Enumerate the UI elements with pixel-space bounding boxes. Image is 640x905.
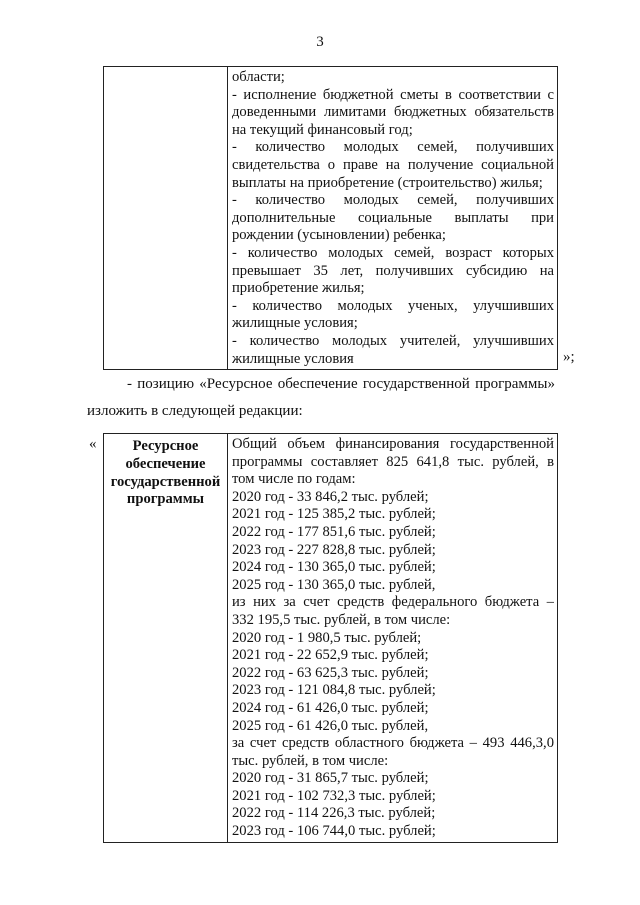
- text-line: жилищные условия: [232, 350, 354, 367]
- funding-content-cell: [228, 434, 558, 843]
- text-line: дополнительные социальные выплаты при: [232, 209, 554, 226]
- text-line: рождении (усыновлении) ребенка;: [232, 227, 446, 244]
- text-line: 2020 год - 33 846,2 тыс. рублей;: [232, 488, 429, 505]
- text-line: 2020 год - 31 865,7 тыс. рублей;: [232, 770, 429, 787]
- paragraph-edition: изложить в следующей редакции:: [87, 403, 303, 419]
- text-line: 2023 год - 227 828,8 тыс. рублей;: [232, 541, 436, 558]
- text-line: 2023 год - 121 084,8 тыс. рублей;: [232, 682, 436, 699]
- text-line: 2025 год - 61 426,0 тыс. рублей,: [232, 717, 429, 734]
- text-line: за счет средств областного бюджета – 493 446,3,0: [232, 735, 554, 752]
- text-line: 2021 год - 22 652,9 тыс. рублей;: [232, 647, 429, 664]
- text-line: выплаты на приобретение (строительство) жилья;: [232, 174, 543, 191]
- text-line: 2022 год - 114 226,3 тыс. рублей;: [232, 805, 436, 822]
- text-line: 2022 год - 63 625,3 тыс. рублей;: [232, 664, 429, 681]
- text-line: - количество молодых ученых, улучшивших: [232, 297, 554, 314]
- text-line: приобретение жилья;: [232, 280, 365, 297]
- table-1-empty-cell: [104, 67, 228, 370]
- text-line: программы составляет 825 641,8 тыс. рублей, в: [232, 453, 554, 470]
- text-line: на текущий финансовый год;: [232, 121, 413, 138]
- text-line: 2022 год - 177 851,6 тыс. рублей;: [232, 523, 436, 540]
- param-name-line: Ресурсное: [132, 438, 199, 454]
- text-line: 2023 год - 106 744,0 тыс. рублей;: [232, 823, 436, 840]
- text-line: 2025 год - 130 365,0 тыс. рублей,: [232, 576, 436, 593]
- text-line: 2020 год - 1 980,5 тыс. рублей;: [232, 629, 422, 646]
- text-line: - количество молодых семей, получивших: [232, 192, 554, 209]
- program-indicators-table: [103, 66, 558, 370]
- text-line: - исполнение бюджетной сметы в соответствии с: [232, 86, 554, 103]
- param-name-line: обеспечение: [125, 455, 206, 472]
- param-name-line: государственной: [110, 473, 221, 490]
- resource-provision-table: [103, 433, 558, 843]
- text-line: 2021 год - 125 385,2 тыс. рублей;: [232, 506, 436, 523]
- text-line: - количество молодых семей, получивших: [232, 139, 554, 156]
- text-line: - количество молодых учителей, улучшивших: [232, 332, 554, 349]
- text-line: 2021 год - 102 732,3 тыс. рублей;: [232, 787, 436, 804]
- param-name-cell: [104, 434, 228, 843]
- text-line: 2024 год - 61 426,0 тыс. рублей;: [232, 699, 429, 716]
- page-number: 3: [316, 34, 324, 50]
- opening-quote: «: [89, 436, 97, 452]
- param-name-line: программы: [126, 491, 205, 508]
- table-1-content-cell: [228, 67, 558, 370]
- text-line: превышает 35 лет, получивших субсидию на: [232, 262, 554, 279]
- text-line: свидетельства о праве на получение социальной: [232, 156, 554, 173]
- text-line: том числе по годам:: [232, 471, 356, 488]
- text-line: 332 195,5 тыс. рублей, в том числе:: [232, 611, 451, 628]
- text-line: из них за счет средств федерального бюджета –: [232, 594, 554, 611]
- text-line: доведенными лимитами бюджетных обязательств: [232, 104, 554, 121]
- text-line: - количество молодых семей, возраст которых: [232, 244, 554, 261]
- text-line: тыс. рублей, в том числе:: [232, 752, 389, 769]
- text-line: области;: [232, 69, 285, 85]
- closing-quote: »;: [563, 349, 575, 365]
- text-line: 2024 год - 130 365,0 тыс. рублей;: [232, 559, 436, 576]
- text-line: Общий объем финансирования государственной: [232, 436, 554, 452]
- text-line: жилищные условия;: [232, 315, 358, 332]
- paragraph-position: - позицию «Ресурсное обеспечение государственной программы»: [127, 376, 555, 392]
